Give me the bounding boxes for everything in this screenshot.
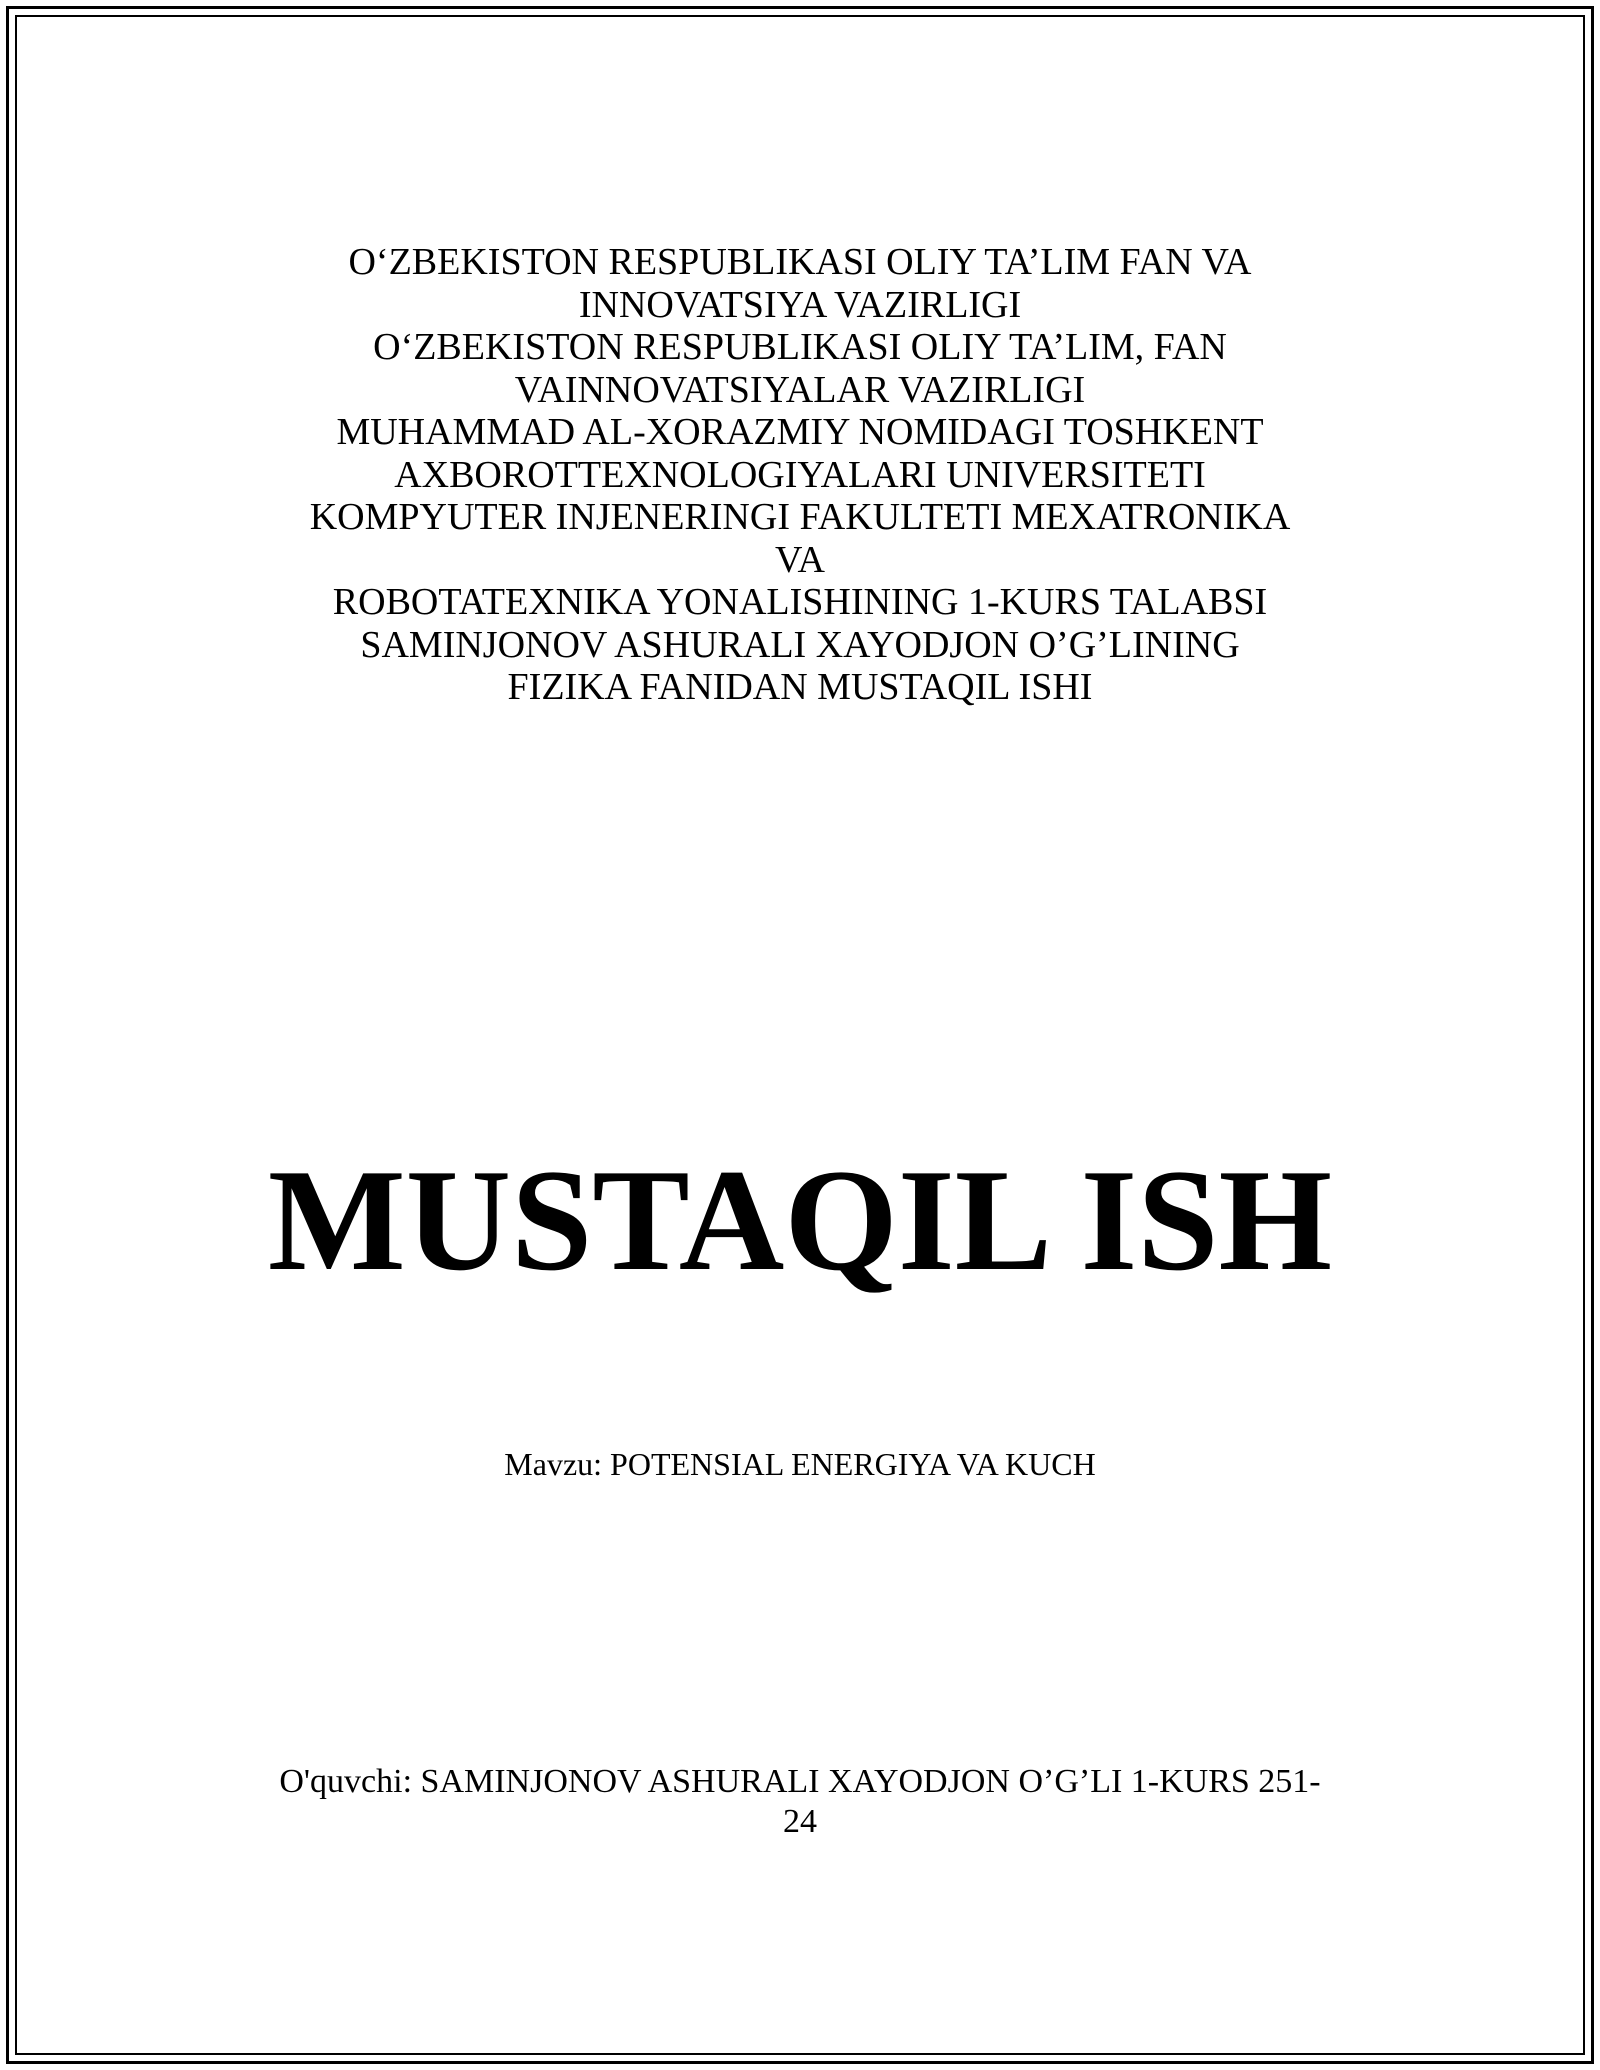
header-line: INNOVATSIYA VAZIRLIGI — [578, 283, 1022, 326]
header-line: MUHAMMAD AL-XORAZMIY NOMIDAGI TOSHKENT — [336, 411, 1264, 453]
student-line: 24 — [783, 1803, 817, 1840]
document-title: MUSTAQIL ISH — [267, 1139, 1333, 1301]
header-line: O‘ZBEKISTON RESPUBLIKASI OLIY TA’LIM FAN VA — [348, 241, 1252, 283]
header-line: KOMPYUTER INJENERINGI FAKULTETI MEXATRONIKA — [309, 496, 1291, 538]
institution-header — [200, 241, 1400, 709]
header-line: ROBOTATEXNIKA YONALISHINING 1-KURS TALABSI — [332, 581, 1268, 623]
header-line: FIZIKA FANIDAN MUSTAQIL ISHI — [507, 666, 1093, 708]
header-line: VA — [775, 538, 825, 581]
topic-line: Mavzu: POTENSIAL ENERGIYA VA KUCH — [504, 1446, 1096, 1482]
student-info — [200, 1762, 1400, 1842]
header-line: AXBOROTTEXNOLOGIYALARI UNIVERSITETI — [394, 453, 1206, 496]
student-line: O'quvchi: SAMINJONOV ASHURALI XAYODJON O’G’LI 1-KURS 251- — [279, 1763, 1321, 1800]
header-line: SAMINJONOV ASHURALI XAYODJON O’G’LINING — [360, 623, 1240, 666]
header-line: O‘ZBEKISTON RESPUBLIKASI OLIY TA’LIM, FAN — [373, 326, 1227, 368]
header-line: VAINNOVATSIYALAR VAZIRLIGI — [514, 368, 1086, 411]
